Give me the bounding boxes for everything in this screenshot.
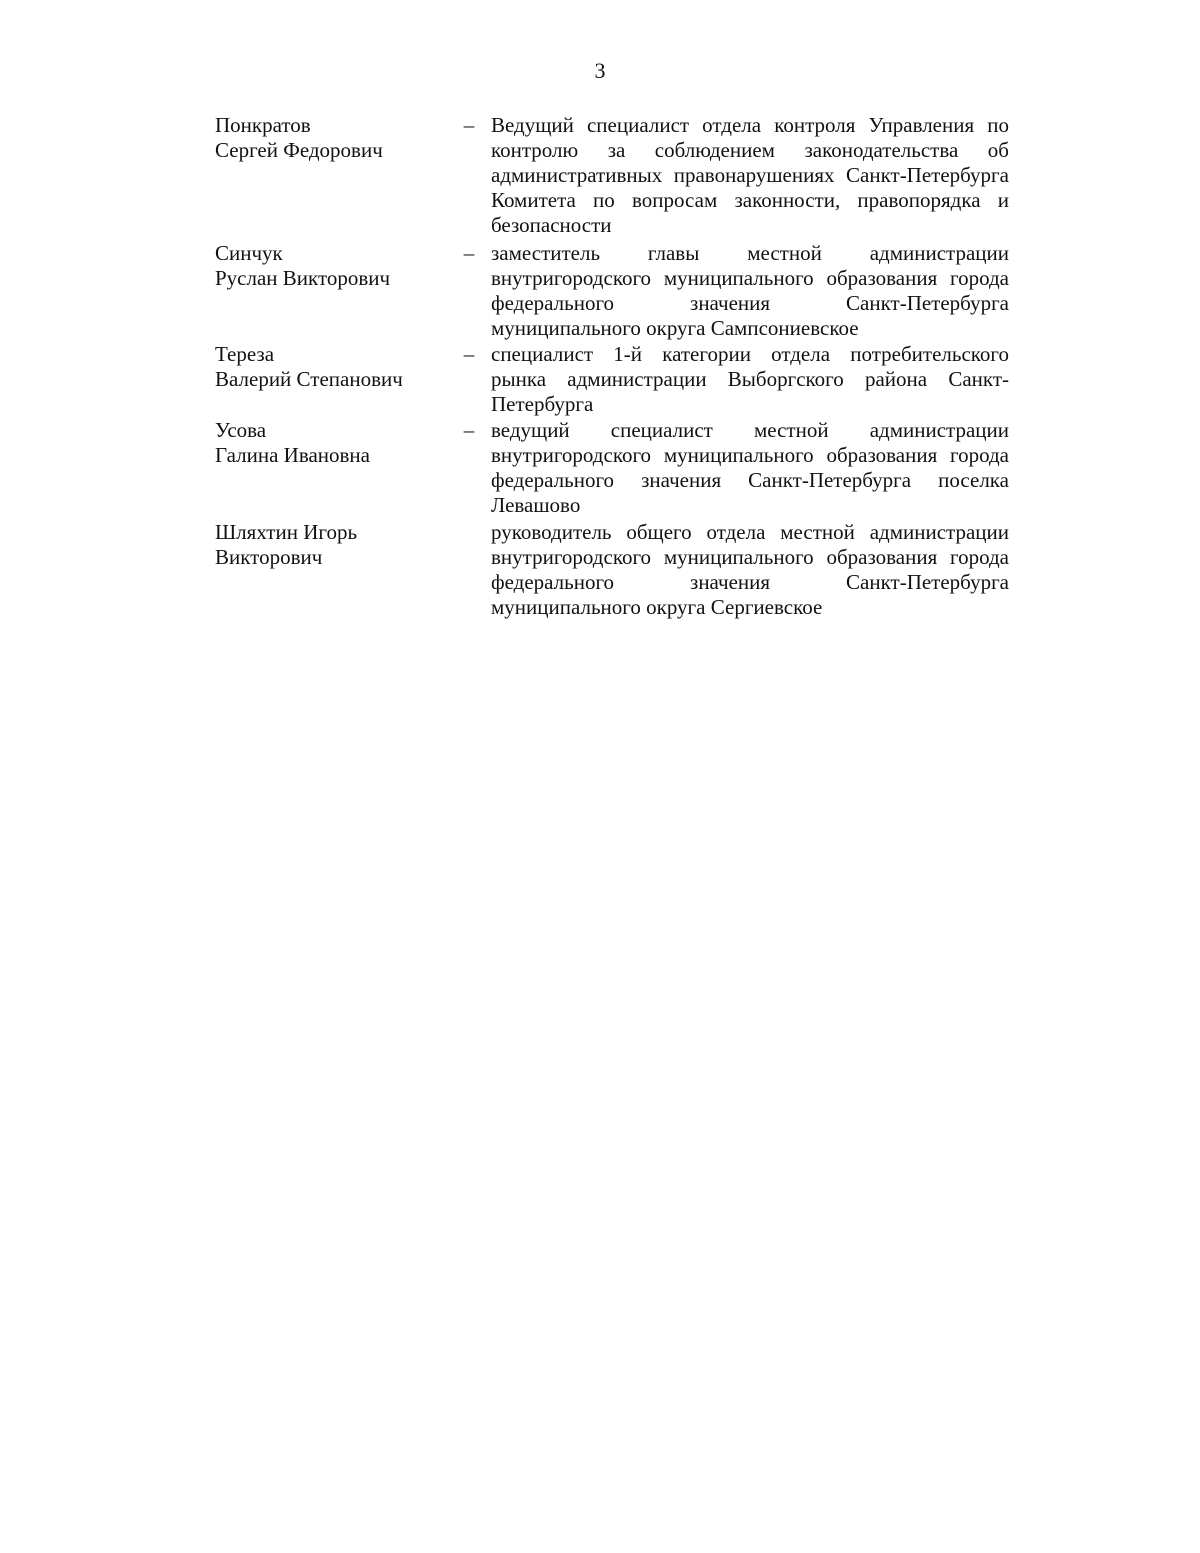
member-position: заместитель главы местной администрации внутригородского муниципального образования города федерального значения Санкт-Петербурга муниципального округа Сампсониевское <box>491 241 1009 340</box>
member-given-names: Валерий Степанович <box>215 367 403 391</box>
dash-separator: – <box>463 418 475 442</box>
member-given-names: Руслан Викторович <box>215 266 391 290</box>
dash-separator: – <box>463 113 475 137</box>
member-position: Ведущий специалист отдела контроля Управления по контролю за соблюдением законодательства об административных правонарушениях Санкт-Петербурга Комитета по вопросам законности, правопорядка и безопасности <box>491 113 1009 237</box>
member-surname: Шляхтин Игорь <box>215 520 358 544</box>
member-given-names: Викторович <box>215 545 323 569</box>
member-given-names: Сергей Федорович <box>215 138 383 162</box>
member-given-names: Галина Ивановна <box>215 443 370 467</box>
member-position: ведущий специалист местной администрации внутригородского муниципального образования города федерального значения Санкт-Петербурга поселка Левашово <box>491 418 1009 517</box>
member-name <box>215 113 455 163</box>
member-position: специалист 1-й категории отдела потребительского рынка администрации Выборгского района Санкт-Петербурга <box>491 342 1009 416</box>
member-surname: Усова <box>215 418 267 442</box>
member-name <box>215 418 455 468</box>
member-surname: Понкратов <box>215 113 311 137</box>
dash-separator: – <box>463 342 475 366</box>
member-surname: Тереза <box>215 342 275 366</box>
member-name <box>215 342 455 392</box>
member-name <box>215 241 455 291</box>
member-position: руководитель общего отдела местной администрации внутригородского муниципального образования города федерального значения Санкт-Петербурга муниципального округа Сергиевское <box>491 520 1009 619</box>
dash-separator: – <box>463 241 475 265</box>
page-number: 3 <box>594 58 606 83</box>
member-surname: Синчук <box>215 241 283 265</box>
member-name <box>215 520 455 570</box>
